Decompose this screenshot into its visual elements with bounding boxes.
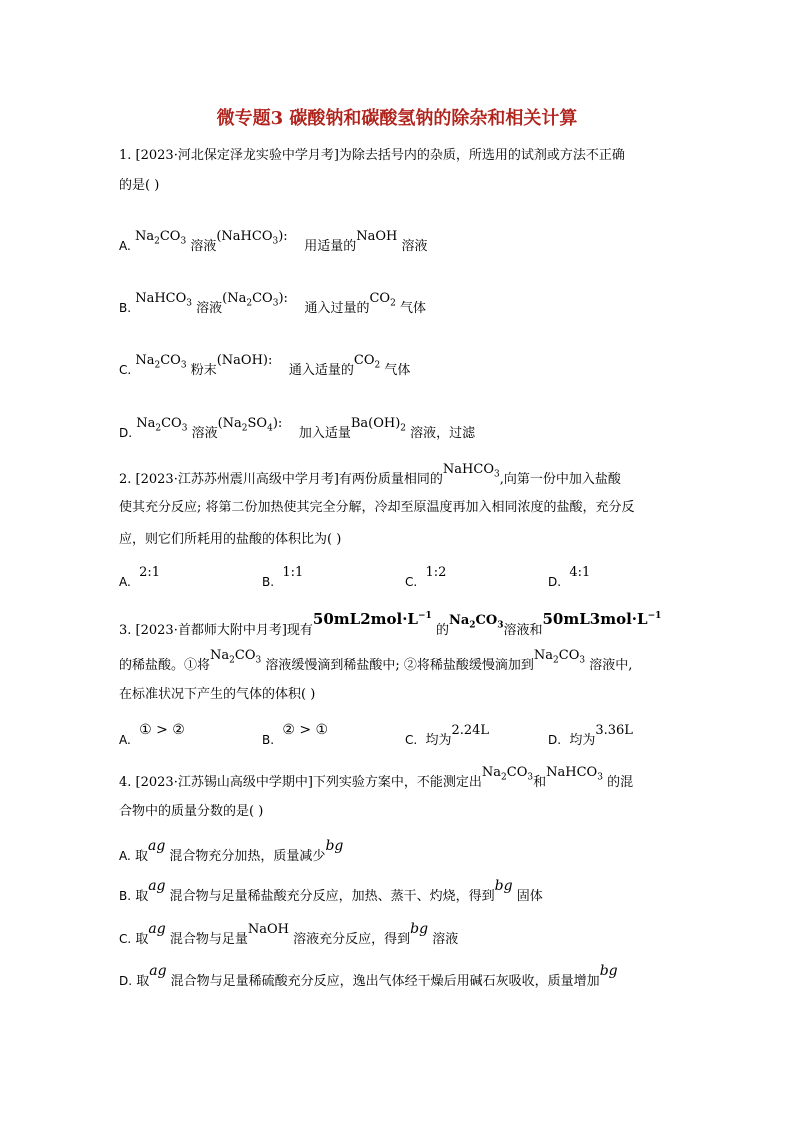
q1-option-c: C. $Na_2CO_3$ 粉末(NaOH): 通入适量的$CO_2$ 气体 — [119, 353, 411, 378]
q4-option-b: B. 取ag 混合物与足量稀盐酸充分反应，加热、蒸干、灼烧，得到bg 固体 — [119, 878, 543, 904]
q4-option-a: A. 取ag 混合物充分加热，质量减少bg — [119, 838, 344, 864]
q4-option-c: C. 取ag 混合物与足量NaOH 溶液充分反应，得到bg 溶液 — [119, 921, 459, 947]
q1-stem-line2: 的是( ) — [119, 178, 160, 193]
q1-option-d: D. $Na_2CO_3$ 溶液$(Na_2SO_4)$: 加入适量$Ba(OH)_2$ 溶液，过滤 — [119, 416, 476, 441]
q4-option-d: D. 取ag 混合物与足量稀硫酸充分反应，逸出气体经干燥后用碱石灰吸收，质量增加bg — [119, 963, 618, 989]
q2-option-a: A. 2:1 — [119, 565, 160, 589]
q2-option-c: C. 1:2 — [405, 565, 447, 589]
formula-na2co3: $Na_2CO_3$ — [134, 229, 187, 247]
impurity-nahco3: (NaHCO$_3$): — [216, 229, 288, 247]
q1-option-a: A. $Na_2CO_3$ 溶液(NaHCO$_3$): 用适量的NaOH 溶液 — [119, 229, 428, 254]
q2-stem-line1: 2. [2023·江苏苏州震川高级中学月考]有两份质量相同的NaHCO$_3$,向第一份中加入盐酸 — [119, 462, 621, 487]
q3-option-c: C. 均为2.24L — [405, 723, 490, 748]
q3-stem-line1: 3. [2023·首都师大附中月考]现有$50mL2mol\cdot L^{-1}$ 的$Na_2CO_3$溶液和$50mL3mol\cdot L^{-1}$ — [119, 610, 662, 638]
q3-option-d: D. 均为3.36L — [548, 723, 633, 748]
q3-stem-line2: 的稀盐酸。①将$Na_2CO_3$ 溶液缓慢滴到稀盐酸中; ②将稀盐酸缓慢滴加到$Na_2CO_3$ 溶液中, — [119, 648, 633, 673]
page-title: 微专题3 碳酸钠和碳酸氢钠的除杂和相关计算 — [216, 108, 578, 129]
q1-option-b: B. NaHCO$_3$ 溶液$(Na_2CO_3)$: 通入过量的$CO_2$ 气体 — [119, 291, 426, 316]
q4-stem-line2: 合物中的质量分数的是( ) — [119, 804, 264, 819]
q3-stem-line3: 在标准状况下产生的气体的体积( ) — [119, 687, 316, 702]
q2-option-d: D. 4:1 — [548, 565, 591, 589]
q2-stem-line2: 使其充分反应; 将第二份加热使其完全分解，冷却至原温度再加入相同浓度的盐酸，充分反 — [119, 500, 635, 515]
q2-option-b: B. 1:1 — [262, 565, 304, 589]
q2-stem-line3: 应，则它们所耗用的盐酸的体积比为( ) — [119, 532, 342, 547]
q3-option-b: B. ② > ① — [262, 722, 329, 747]
q4-stem-line1: 4. [2023·江苏锡山高级中学期中]下列实验方案中，不能测定出$Na_2CO_3$和NaHCO$_3$ 的混 — [119, 765, 634, 790]
q1-stem-line1: 1. [2023·河北保定泽龙实验中学月考]为除去括号内的杂质，所选用的试剂或方法不正确 — [119, 148, 625, 163]
q3-option-a: A. ① > ② — [119, 722, 185, 747]
